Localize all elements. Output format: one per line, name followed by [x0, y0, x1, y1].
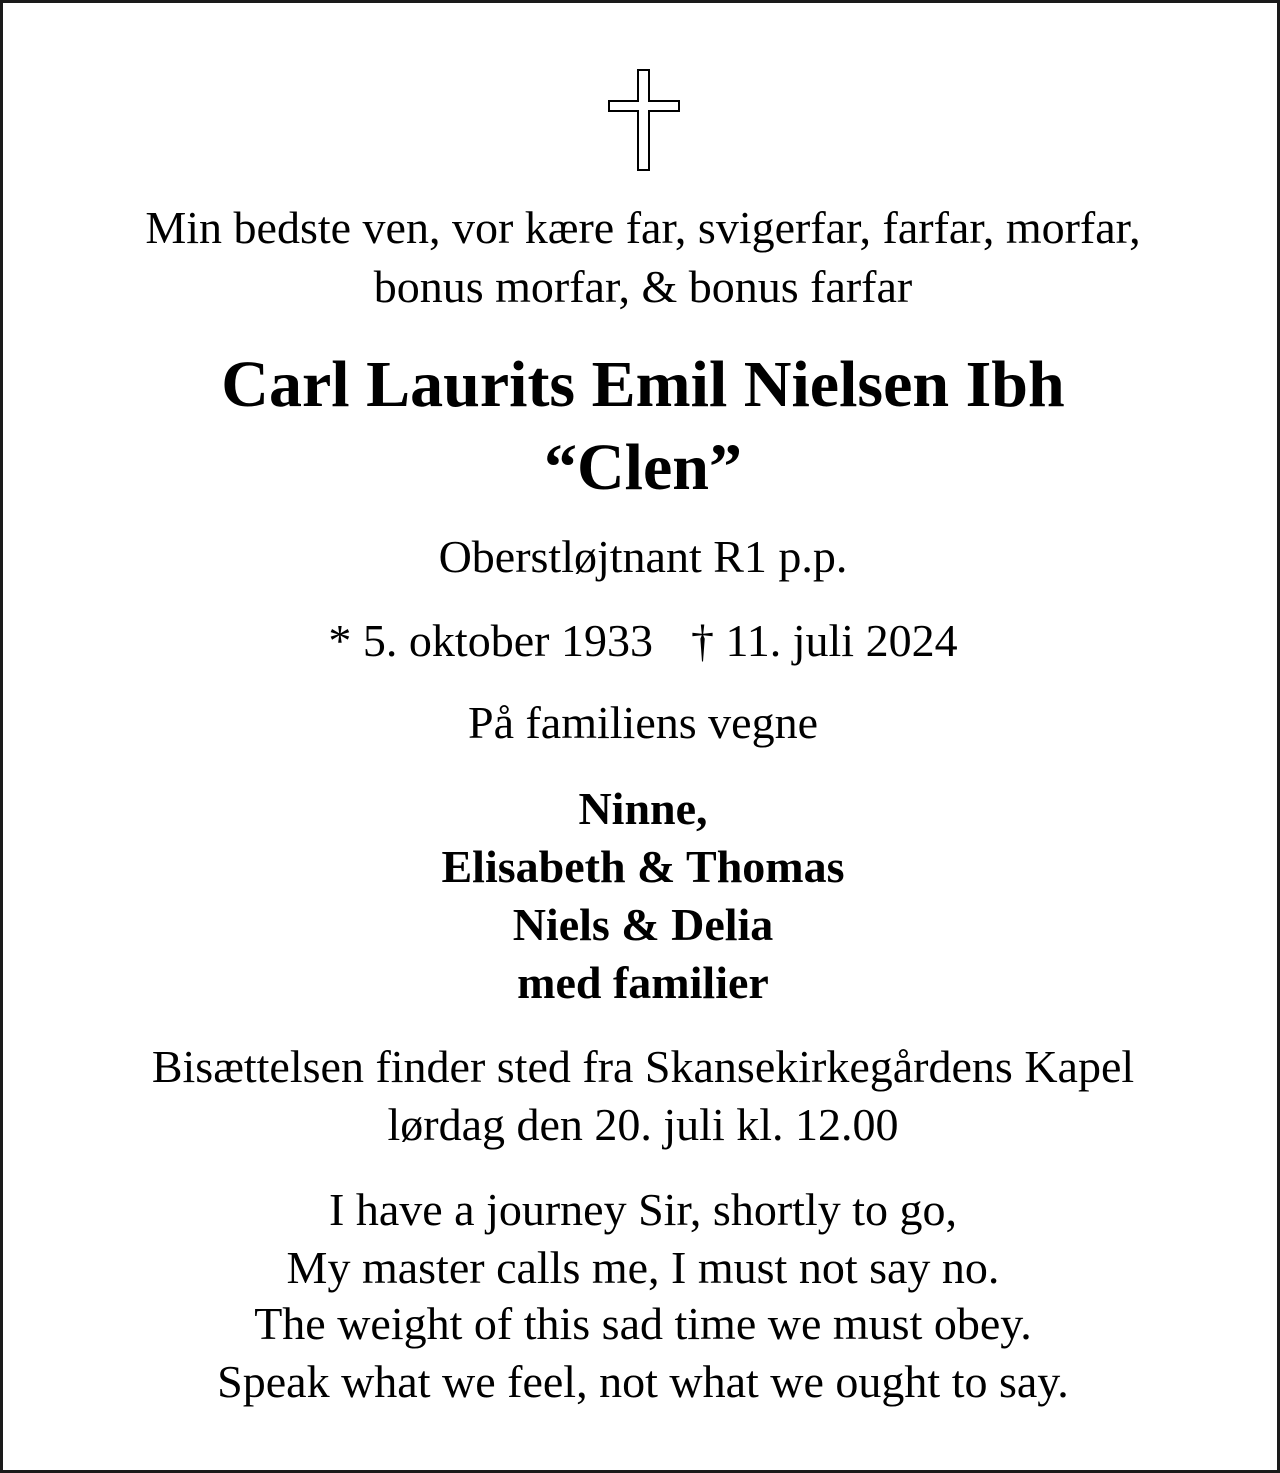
birth-date: * 5. oktober 1933 — [328, 615, 653, 666]
family-line-4: med familier — [517, 957, 769, 1008]
deceased-title: Oberstløjtnant R1 p.p. — [438, 531, 848, 582]
verse-line-2: My master calls me, I must not say no. — [286, 1242, 1000, 1293]
verse-line-4: Speak what we feel, not what we ought to say. — [217, 1356, 1069, 1407]
verse-line-1: I have a journey Sir, shortly to go, — [329, 1184, 957, 1235]
family-line-1: Ninne, — [578, 783, 708, 834]
funeral-line-2: lørdag den 20. juli kl. 12.00 — [387, 1099, 899, 1150]
deceased-nickname: “Clen” — [544, 431, 742, 504]
funeral-line-1: Bisættelsen finder sted fra Skansekirkegårdens Kapel — [151, 1041, 1135, 1092]
family-line-2: Elisabeth & Thomas — [441, 841, 845, 892]
latin-cross-icon — [608, 69, 680, 171]
on-behalf-text: På familiens vegne — [467, 697, 818, 748]
verse-line-3: The weight of this sad time we must obey. — [254, 1298, 1032, 1349]
deceased-name: Carl Laurits Emil Nielsen Ibh — [221, 348, 1065, 421]
life-dates — [3, 612, 1280, 670]
intro-line-2: bonus morfar, & bonus farfar — [373, 261, 913, 312]
intro-line-1: Min bedste ven, vor kære far, svigerfar, farfar, morfar, — [145, 202, 1141, 253]
family-line-3: Niels & Delia — [512, 899, 774, 950]
death-date: † 11. juli 2024 — [690, 615, 958, 666]
